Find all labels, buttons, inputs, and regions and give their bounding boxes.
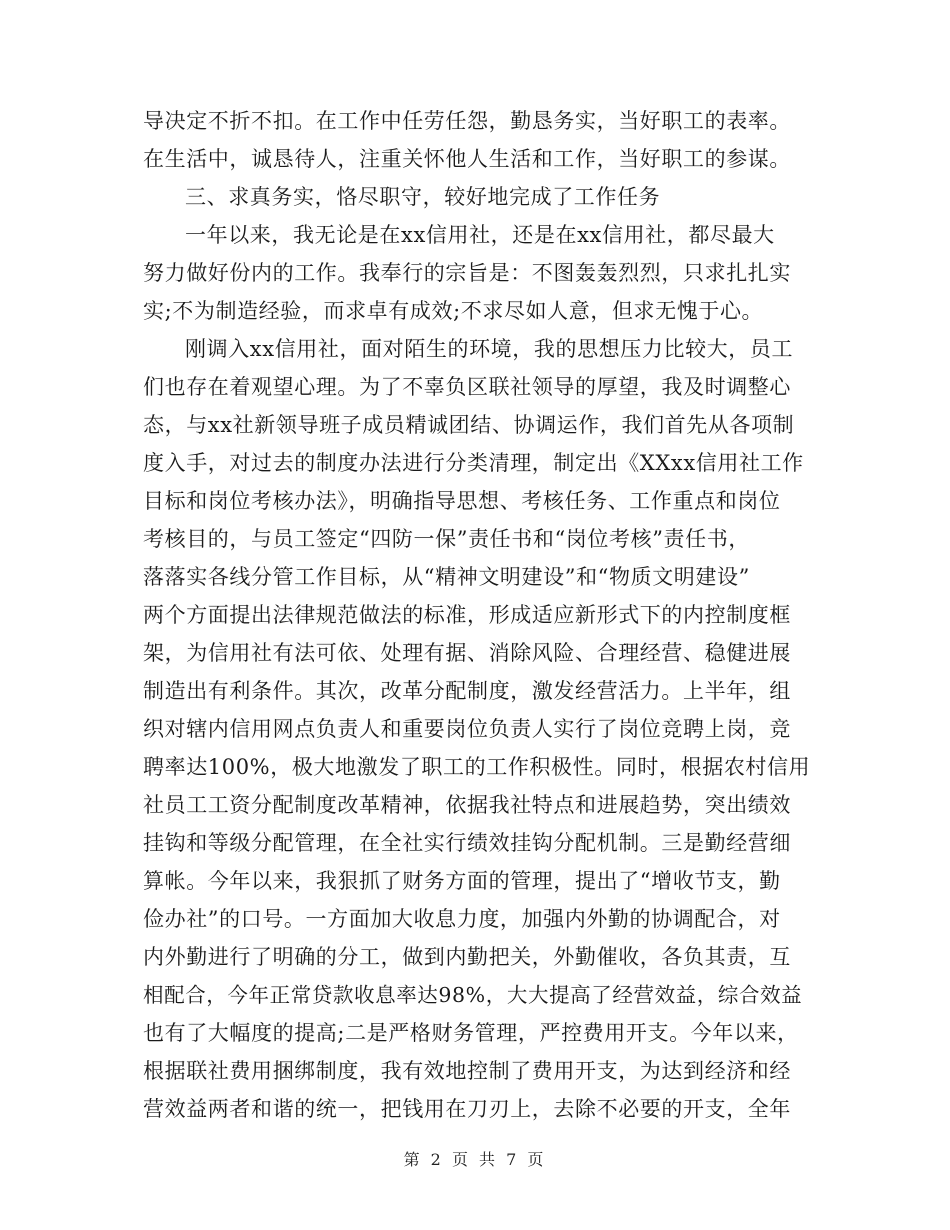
text-line: 实;不为制造经验，而求卓有成效;不求尽如人意，但求无愧于心。 bbox=[143, 299, 764, 323]
text-line: 聘率达100%，极大地激发了职工的工作积极性。同时，根据农村信用 bbox=[143, 755, 811, 779]
text-line: 努力做好份内的工作。我奉行的宗旨是：不图轰轰烈烈，只求扎扎实 bbox=[143, 261, 791, 285]
text-line: 也有了大幅度的提高;二是严格财务管理，严控费用开支。今年以来， bbox=[143, 1021, 799, 1045]
page-footer: 第 2 页 共 7 页 bbox=[403, 1150, 547, 1169]
text-line: 们也存在着观望心理。为了不辜负区联社领导的厚望，我及时调整心 bbox=[143, 375, 791, 399]
paragraph-start: 刚调入xx信用社，面对陌生的环境，我的思想压力比较大，员工 bbox=[185, 337, 794, 361]
text-line: 制造出有利条件。其次，改革分配制度，激发经营活力。上半年，组 bbox=[143, 679, 791, 703]
text-line: 俭办社”的口号。一方面加大收息力度，加强内外勤的协调配合，对 bbox=[143, 907, 781, 931]
text-line: 两个方面提出法律规范做法的标准，形成适应新形式下的内控制度框 bbox=[143, 603, 791, 627]
text-line: 算帐。今年以来，我狠抓了财务方面的管理，提出了“增收节支，勤 bbox=[143, 869, 781, 893]
paragraph-start: 一年以来，我无论是在xx信用社，还是在xx信用社，都尽最大 bbox=[185, 223, 775, 247]
text-line: 营效益两者和谐的统一，把钱用在刀刃上，去除不必要的开支，全年 bbox=[143, 1097, 791, 1121]
text-line: 架，为信用社有法可依、处理有据、消除风险、合理经营、稳健进展 bbox=[143, 641, 791, 665]
text-line: 在生活中，诚恳待人，注重关怀他人生活和工作，当好职工的参谋。 bbox=[143, 147, 791, 171]
section-heading: 三、求真务实，恪尽职守，较好地完成了工作任务 bbox=[185, 185, 661, 209]
text-line: 社员工工资分配制度改革精神，依据我社特点和进展趋势，突出绩效 bbox=[143, 793, 791, 817]
text-line: 导决定不折不扣。在工作中任劳任怨，勤恳务实，当好职工的表率。 bbox=[143, 109, 791, 133]
text-line: 织对辖内信用网点负责人和重要岗位负责人实行了岗位竞聘上岗，竞 bbox=[143, 717, 791, 741]
text-line: 目标和岗位考核办法》，明确指导思想、考核任务、工作重点和岗位 bbox=[143, 489, 781, 513]
text-line: 考核目的，与员工签定“四防一保”责任书和“岗位考核”责任书， bbox=[143, 527, 750, 551]
text-line: 内外勤进行了明确的分工，做到内勤把关，外勤催收，各负其责，互 bbox=[143, 945, 791, 969]
text-line: 落落实各线分管工作目标，从“精神文明建设”和“物质文明建设” bbox=[143, 565, 750, 589]
text-line: 相配合，今年正常贷款收息率达98%，大大提高了经营效益，综合效益 bbox=[143, 983, 803, 1007]
text-line: 挂钩和等级分配管理，在全社实行绩效挂钩分配机制。三是勤经营细 bbox=[143, 831, 791, 855]
text-line: 根据联社费用捆绑制度，我有效地控制了费用开支，为达到经济和经 bbox=[143, 1059, 791, 1083]
text-line: 态，与xx社新领导班子成员精诚团结、协调运作，我们首先从各项制 bbox=[143, 413, 795, 437]
text-line: 度入手，对过去的制度办法进行分类清理，制定出《XXxx信用社工作 bbox=[143, 451, 804, 475]
